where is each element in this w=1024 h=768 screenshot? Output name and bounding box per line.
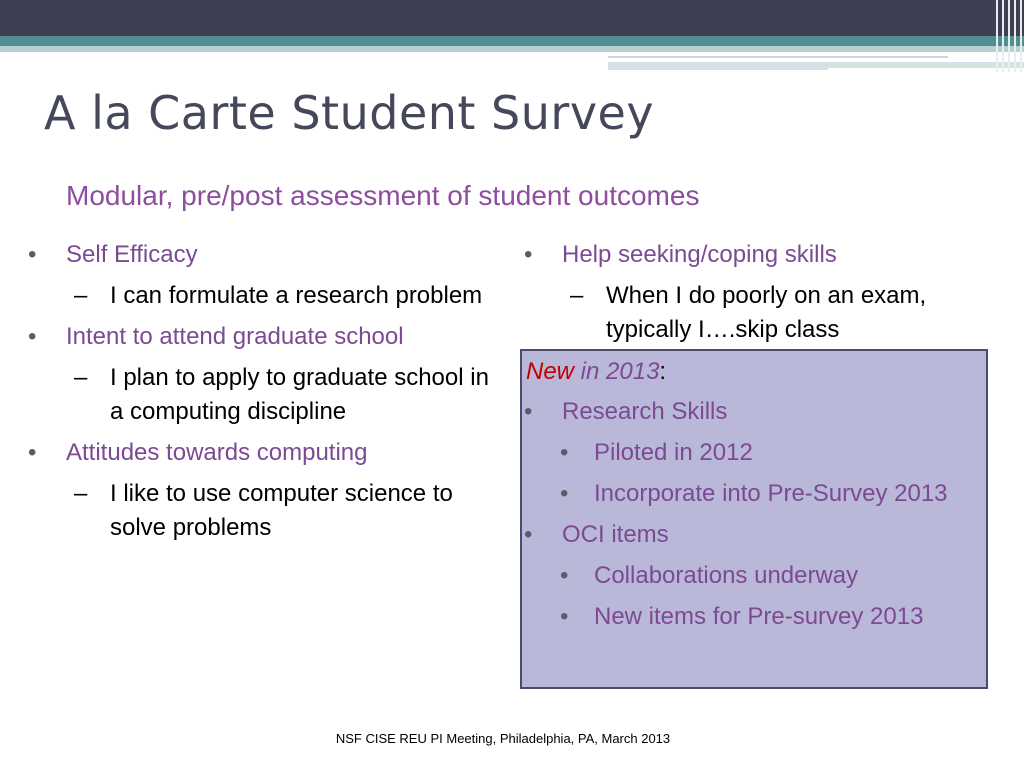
right-column	[520, 238, 1000, 347]
slide-footer: NSF CISE REU PI Meeting, Philadelphia, PA, March 2013	[335, 731, 671, 746]
year-text: in 2013	[574, 358, 660, 385]
new-box-heading	[526, 355, 666, 389]
bullet-example: – I like to use computer science to solve problems	[24, 477, 494, 545]
group-item: • Incorporate into Pre-Survey 2013	[522, 477, 986, 511]
group-label: • OCI items	[522, 518, 986, 552]
header-line-1	[608, 56, 948, 58]
bullet-topic: • Help seeking/coping skills	[520, 238, 1000, 272]
group-item: • Piloted in 2012	[522, 436, 986, 470]
bullet-topic: • Intent to attend graduate school	[24, 320, 494, 354]
group-item: • Collaborations underway	[522, 559, 986, 593]
header-vertical-stripes	[994, 0, 1024, 72]
new-box-list	[522, 395, 986, 634]
bullet-example: – I can formulate a research problem	[24, 279, 494, 313]
new-in-2013-box	[520, 349, 988, 689]
header-band-teal	[0, 36, 1024, 46]
group-label: • Research Skills	[522, 395, 986, 429]
slide-title: A la Carte Student Survey	[44, 86, 655, 140]
group-item: • New items for Pre-survey 2013	[522, 600, 986, 634]
slide-subtitle: Modular, pre/post assessment of student outcomes	[66, 180, 700, 211]
bullet-topic: • Self Efficacy	[24, 238, 494, 272]
bullet-example: – I plan to apply to graduate school in a computing discipline	[24, 361, 494, 429]
header-band-dark	[0, 0, 1024, 36]
new-word: New	[526, 358, 575, 385]
bullet-topic: • Attitudes towards computing	[24, 436, 494, 470]
heading-colon: :	[659, 358, 667, 385]
header-band-light	[0, 46, 1024, 52]
bullet-example: – When I do poorly on an exam, typically I….skip class	[520, 279, 1000, 347]
left-column	[24, 238, 494, 545]
header-line-3	[608, 68, 828, 70]
